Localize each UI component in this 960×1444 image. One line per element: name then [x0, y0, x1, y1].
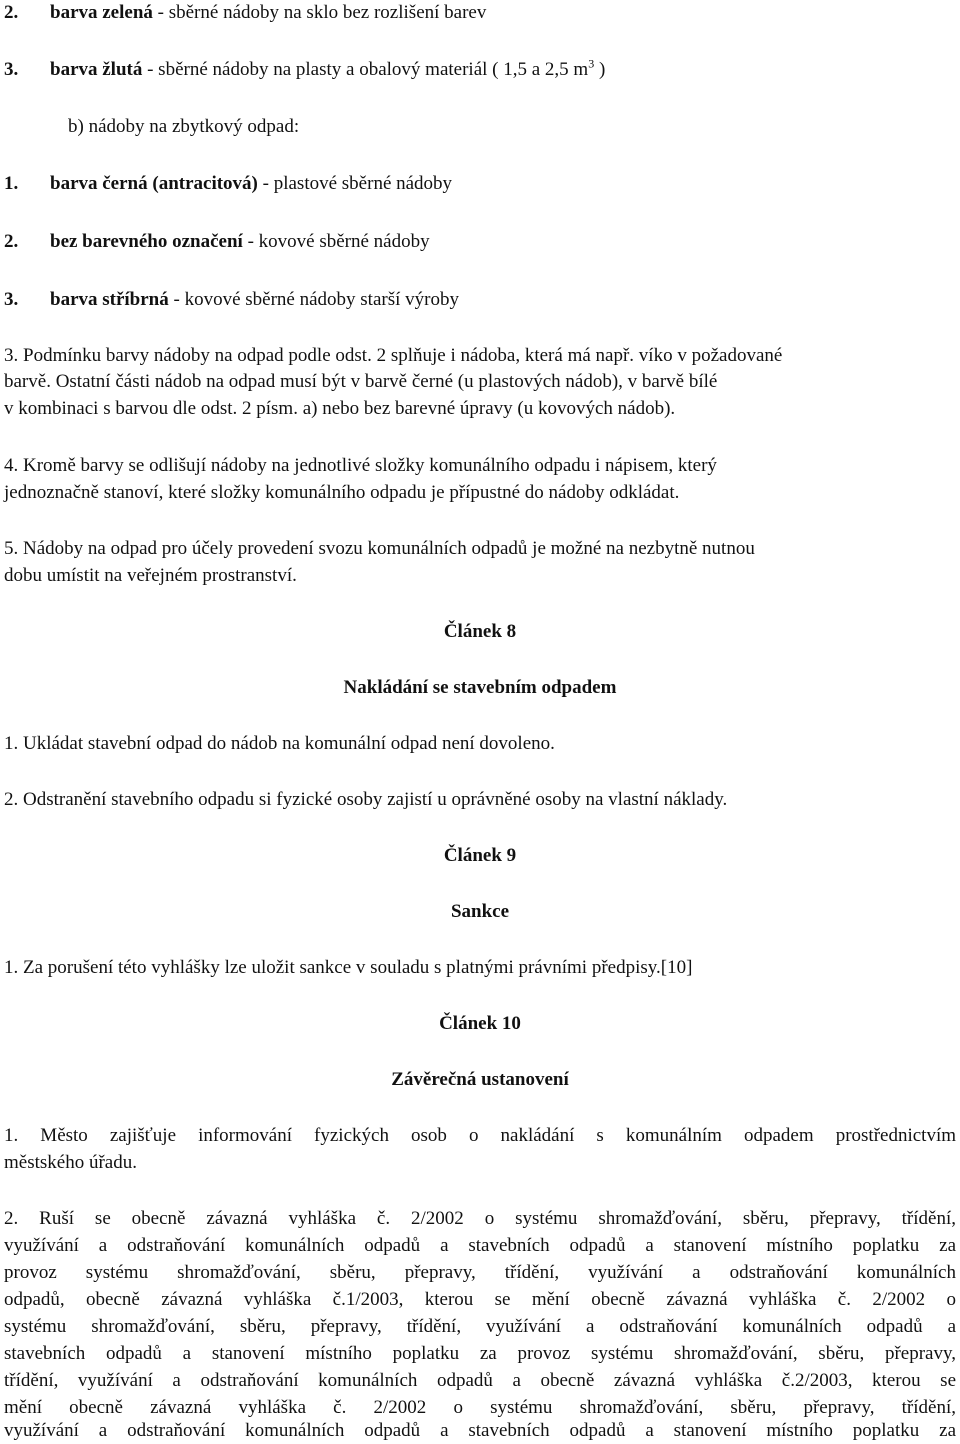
paragraph-line: systému shromažďování, sběru, přepravy, třídění, využívání a odstraňování komunálních odpadů a — [4, 1316, 956, 1337]
paragraph-line: využívání a odstraňování komunálních odpadů a stavebních odpadů a stanovení místního poplatku za — [4, 1235, 956, 1256]
list-item-text: - plastové sběrné nádoby — [257, 173, 453, 194]
paragraph-line: 3. Podmínku barvy nádoby na odpad podle odst. 2 splňuje i nádoba, která má např. víko v požadované — [4, 345, 783, 366]
article-title: Článek 10 — [439, 1013, 521, 1034]
paragraph-line: 5. Nádoby na odpad pro účely provedení svozu komunálních odpadů je možné na nezbytně nutnou — [4, 538, 755, 559]
paragraph-line: stavebních odpadů a stanovení místního poplatku za provoz systému shromažďování, sběru, přepravy, — [4, 1343, 956, 1364]
article-title: Článek 8 — [443, 621, 517, 642]
article-subtitle: Závěrečná ustanovení — [391, 1069, 569, 1090]
paragraph-line: mění obecně závazná vyhláška č. 2/2002 o systému shromažďování, sběru, přepravy, třídění, — [4, 1397, 956, 1418]
list-item-bold: barva stříbrná — [50, 289, 169, 310]
article-subtitle: Nakládání se stavebním odpadem — [343, 677, 617, 698]
paragraph-line: 2. Odstranění stavebního odpadu si fyzické osoby zajistí u oprávněné osoby na vlastní náklady. — [4, 789, 728, 810]
paragraph-line: třídění, využívání a odstraňování komunálních odpadů a obecně závazná vyhláška č.2/2003, kterou se — [4, 1370, 956, 1391]
list-number: 3. — [4, 289, 19, 310]
paragraph-line: provoz systému shromažďování, sběru, přepravy, třídění, využívání a odstraňování komunálních — [4, 1262, 956, 1283]
superscript: 3 — [588, 56, 595, 71]
list-item — [4, 229, 956, 255]
list-item-bold: barva žlutá — [50, 59, 143, 80]
paragraph-line: dobu umístit na veřejném prostranství. — [4, 565, 297, 586]
list-number: 1. — [4, 173, 19, 194]
subsection-heading: b) nádoby na zbytkový odpad: — [68, 116, 300, 137]
list-item — [4, 0, 956, 26]
article-subtitle: Sankce — [450, 901, 510, 922]
list-item — [4, 171, 956, 197]
paragraph-line: využívání a odstraňování komunálních odpadů a stavebních odpadů a stanovení místního poplatku za — [4, 1420, 956, 1441]
list-item-tail: ) — [594, 59, 606, 80]
list-number: 2. — [4, 2, 19, 23]
paragraph-line: 4. Kromě barvy se odlišují nádoby na jednotlivé složky komunálního odpadu i nápisem, který — [4, 455, 717, 476]
list-item — [4, 57, 956, 83]
list-item-bold: bez barevného označení — [50, 231, 243, 252]
list-item-bold: barva zelená — [50, 2, 153, 23]
paragraph-line: jednoznačně stanoví, které složky komunálního odpadu je přípustné do nádoby odkládat. — [4, 482, 680, 503]
list-number: 3. — [4, 59, 19, 80]
paragraph-line: 2. Ruší se obecně závazná vyhláška č. 2/2002 o systému shromažďování, sběru, přepravy, třídění, — [4, 1208, 956, 1229]
paragraph-line: barvě. Ostatní části nádob na odpad musí být v barvě černé (u plastových nádob), v barvě bílé — [4, 371, 718, 392]
list-item-bold: barva černá (antracitová) — [50, 173, 258, 194]
paragraph-line: v kombinaci s barvou dle odst. 2 písm. a) nebo bez barevné úpravy (u kovových nádob). — [4, 398, 676, 419]
paragraph-line: 1. Za porušení této vyhlášky lze uložit sankce v souladu s platnými právními předpisy.[10] — [4, 957, 693, 978]
article-title: Článek 9 — [443, 845, 517, 866]
list-item-text: - sběrné nádoby na sklo bez rozlišení barev — [152, 2, 487, 23]
paragraph-line: 1. Ukládat stavební odpad do nádob na komunální odpad není dovoleno. — [4, 733, 555, 754]
list-item-text: - sběrné nádoby na plasty a obalový materiál ( 1,5 a 2,5 m — [142, 59, 589, 80]
paragraph-line: odpadů, obecně závazná vyhláška č.1/2003, kterou se mění obecně závazná vyhláška č. 2/2002 o — [4, 1289, 956, 1310]
list-item-text: - kovové sběrné nádoby starší výroby — [168, 289, 459, 310]
list-number: 2. — [4, 231, 19, 252]
list-item — [4, 287, 956, 313]
paragraph-line: městského úřadu. — [4, 1152, 137, 1173]
list-item-text: - kovové sběrné nádoby — [242, 231, 430, 252]
paragraph-line: 1. Město zajišťuje informování fyzických osob o nakládání s komunálním odpadem prostřednictvím — [4, 1125, 956, 1146]
